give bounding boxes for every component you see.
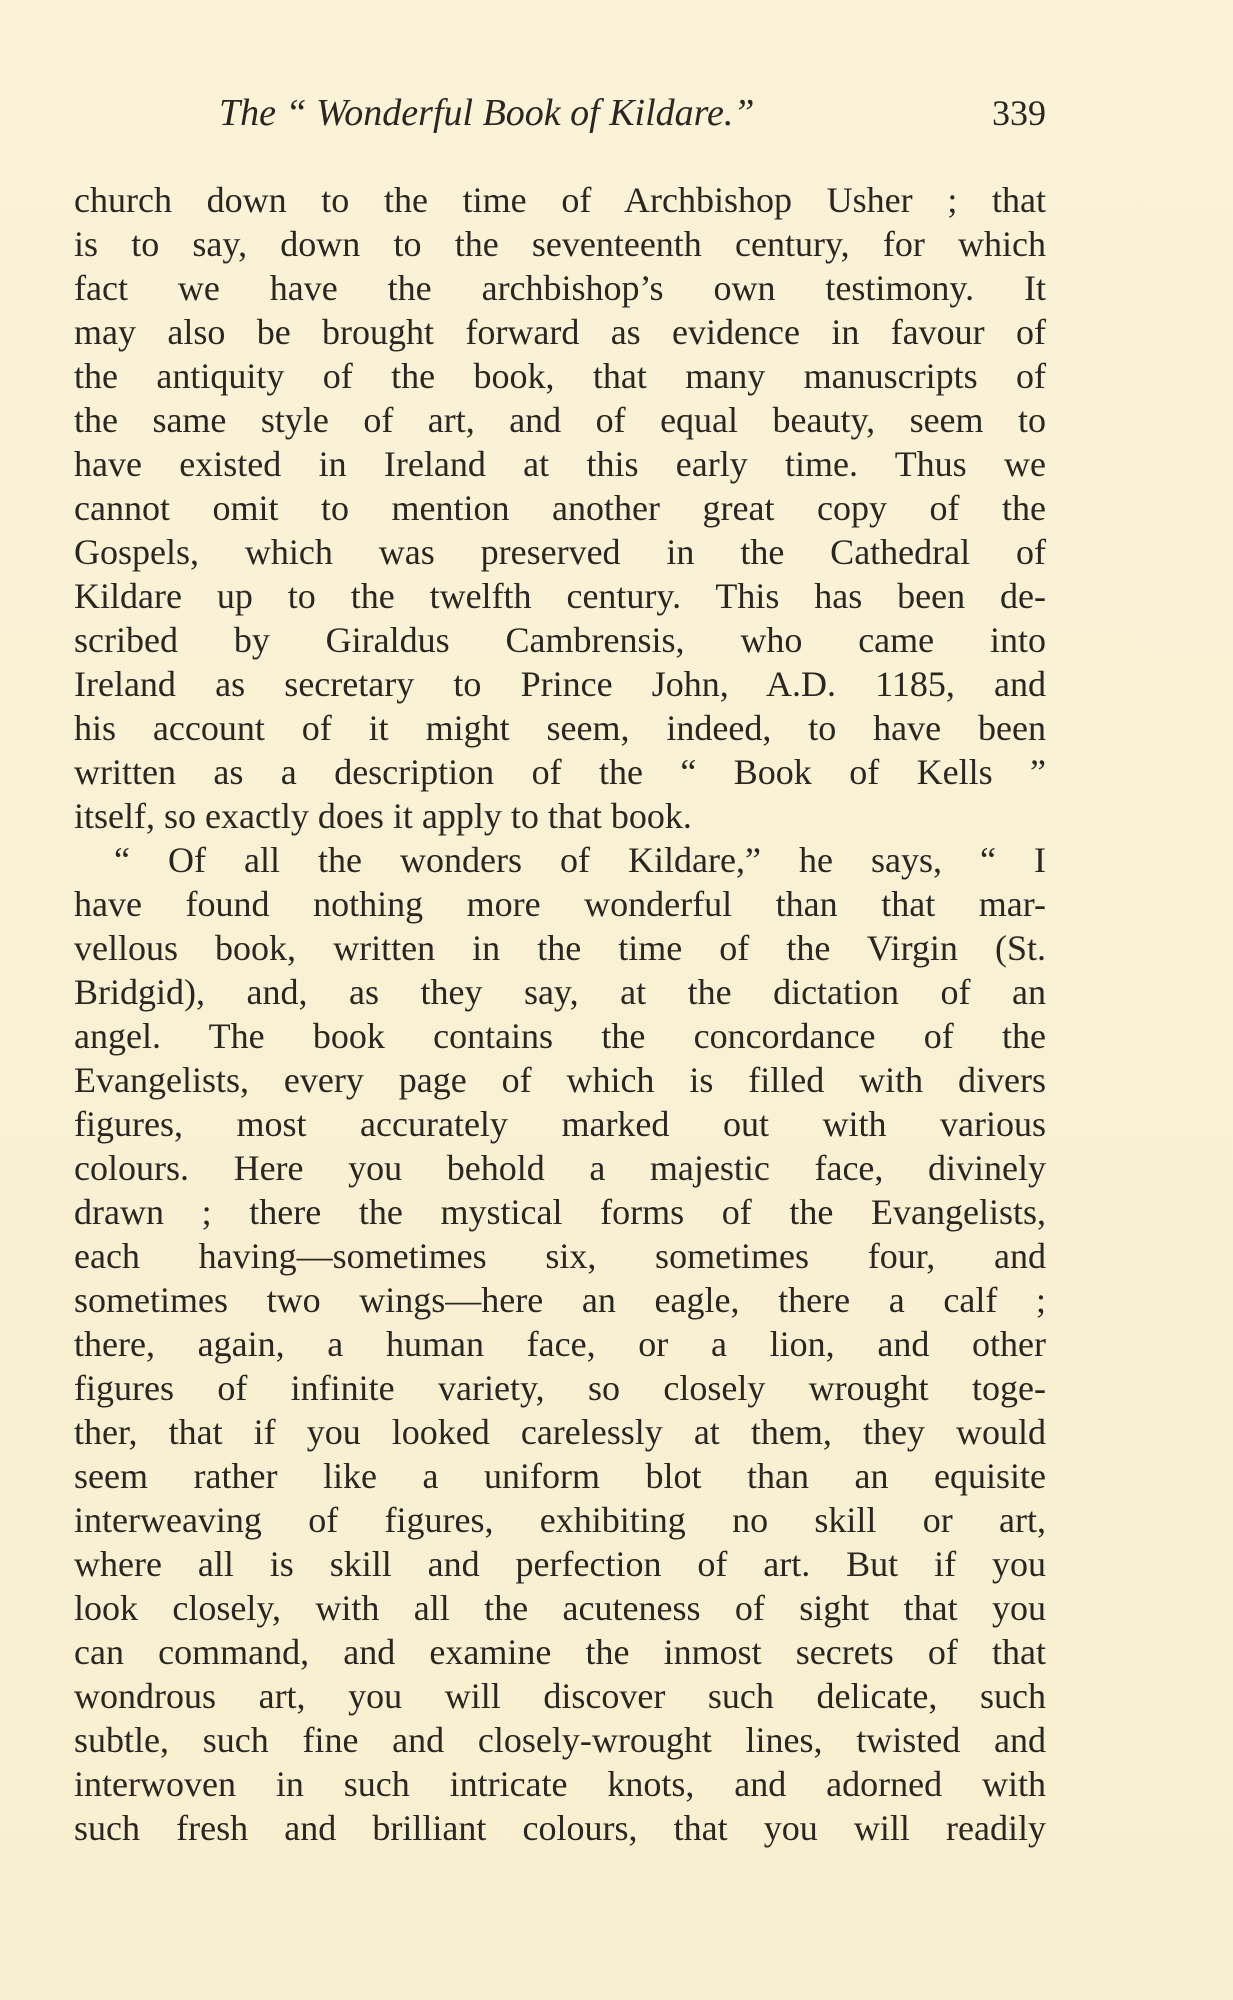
text-line: interweaving of figures, exhibiting no skill or art, bbox=[74, 1500, 1046, 1540]
text-line: have found nothing more wonderful than that mar- bbox=[74, 884, 1046, 924]
text-line: have existed in Ireland at this early time. Thus we bbox=[74, 444, 1046, 484]
running-title: The “ Wonderful Book of Kildare.” bbox=[219, 92, 755, 134]
text-line: cannot omit to mention another great copy of the bbox=[74, 488, 1046, 528]
text-line: can command, and examine the inmost secrets of that bbox=[74, 1632, 1046, 1672]
text-line: where all is skill and perfection of art. But if you bbox=[74, 1544, 1046, 1584]
text-line: figures, most accurately marked out with various bbox=[74, 1104, 1046, 1144]
text-line: such fresh and brilliant colours, that you will readily bbox=[74, 1808, 1046, 1848]
text-line: Ireland as secretary to Prince John, A.D. 1185, and bbox=[74, 664, 1046, 704]
text-line: church down to the time of Archbishop Usher ; that bbox=[74, 180, 1046, 220]
text-line: “ Of all the wonders of Kildare,” he says, “ I bbox=[114, 840, 1046, 880]
text-line: is to say, down to the seventeenth century, for which bbox=[74, 224, 1046, 264]
text-line: seem rather like a uniform blot than an equisite bbox=[74, 1456, 1046, 1496]
text-line: subtle, such fine and closely-wrought lines, twisted and bbox=[74, 1720, 1046, 1760]
text-line: wondrous art, you will discover such delicate, such bbox=[74, 1676, 1046, 1716]
text-line: Bridgid), and, as they say, at the dictation of an bbox=[74, 972, 1046, 1012]
text-line: figures of infinite variety, so closely wrought toge- bbox=[74, 1368, 1046, 1408]
text-line: fact we have the archbishop’s own testimony. It bbox=[74, 268, 1046, 308]
text-line: Kildare up to the twelfth century. This has been de- bbox=[74, 576, 1046, 616]
text-line: sometimes two wings—here an eagle, there a calf ; bbox=[74, 1280, 1046, 1320]
page-number: 339 bbox=[992, 93, 1046, 133]
text-line: the same style of art, and of equal beauty, seem to bbox=[74, 400, 1046, 440]
text-line: there, again, a human face, or a lion, and other bbox=[74, 1324, 1046, 1364]
running-head bbox=[74, 88, 1046, 138]
text-line: vellous book, written in the time of the Virgin (St. bbox=[74, 928, 1046, 968]
text-line: look closely, with all the acuteness of sight that you bbox=[74, 1588, 1046, 1628]
text-line: the antiquity of the book, that many manuscripts of bbox=[74, 356, 1046, 396]
text-line: angel. The book contains the concordance of the bbox=[74, 1016, 1046, 1056]
text-line: colours. Here you behold a majestic face, divinely bbox=[74, 1148, 1046, 1188]
text-line: may also be brought forward as evidence in favour of bbox=[74, 312, 1046, 352]
text-line: written as a description of the “ Book of Kells ” bbox=[74, 752, 1046, 792]
text-line: his account of it might seem, indeed, to have been bbox=[74, 708, 1046, 748]
text-line: ther, that if you looked carelessly at them, they would bbox=[74, 1412, 1046, 1452]
text-line: drawn ; there the mystical forms of the Evangelists, bbox=[74, 1192, 1046, 1232]
text-line: scribed by Giraldus Cambrensis, who came into bbox=[74, 620, 1046, 660]
text-line: Gospels, which was preserved in the Cathedral of bbox=[74, 532, 1046, 572]
body-text bbox=[74, 178, 1046, 1850]
text-line: interwoven in such intricate knots, and adorned with bbox=[74, 1764, 1046, 1804]
text-line: each having—sometimes six, sometimes four, and bbox=[74, 1236, 1046, 1276]
text-line: itself, so exactly does it apply to that book. bbox=[74, 796, 692, 836]
text-line: Evangelists, every page of which is filled with divers bbox=[74, 1060, 1046, 1100]
